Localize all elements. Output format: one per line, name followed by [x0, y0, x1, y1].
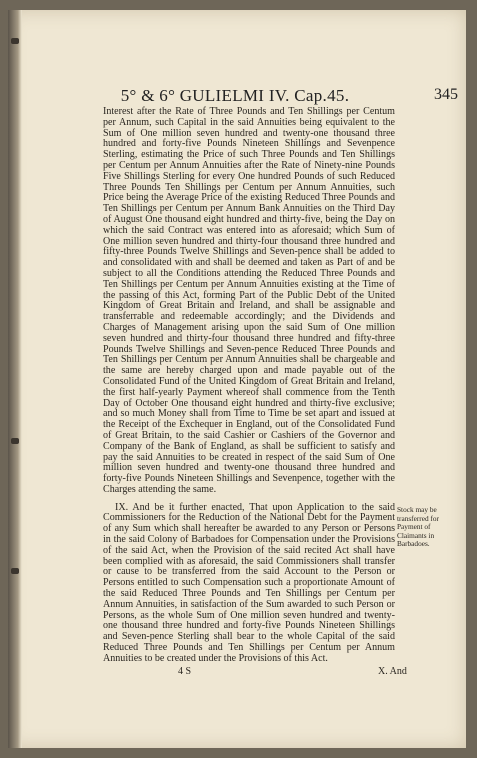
catchword: X. And [378, 666, 407, 677]
section-ix-paragraph: IX. And be it further enacted, That upon Application to the said Commissioners for the Reduction of the National Debt for the Payment of any Sum which shall hereafter be awarded to any Person or Persons in the said Colony of Barbadoes for Compensation under the Provisions of the said Act, when the Provision of the said recited Act shall have been complied with as aforesaid, the said Commissioners shall transfer or cause to be transferred from the said Account to the Person or Persons entitled to such Compensation such a proportionate Amount of the said Reduced Three Pounds and Ten Shillings per Centum per Annum Annuities, in satisfaction of the Sum awarded to such Person or Persons, as the whole Sum of One million seven hundred and twenty-one thousand three hundred and forty-five Pounds Nineteen Shillings and Seven-pence Sterling shall bear to the whole Capital of the said Reduced Three Pounds and Ten Shillings per Centum per Annum Annuities to be created under the Provisions of this Act. [103, 501, 395, 664]
binding-hole [11, 568, 19, 574]
marginal-note: Stock may be transferred for Payment of Claimants in Barbadoes. [397, 505, 439, 549]
running-title: 5° & 6° GULIELMI IV. Cap.45. [120, 86, 350, 105]
page-spine [8, 10, 22, 748]
statute-text [103, 107, 395, 665]
paragraph-continued: Interest after the Rate of Three Pounds and Ten Shillings per Centum per Annum, such Capital in the said Annuities being equivalent to the Sum of One million seven hundred and twenty-one thousand three hundred and forty-five Pounds Nineteen Shillings and Sevenpence Sterling, estimating the Price of such Three Pounds and Ten Shillings per Centum per Annum Annuities after the Rate of Ninety-nine Pounds Five Shillings Sterling for every One hundred Pounds of such Reduced Three Pounds Ten Shillings per Centum per Annum Annuities, such Price being the Average Price of the existing Reduced Three Pounds and Ten Shillings per Centum per Annum Bank Annuities on the Third Day of August One thousand eight hundred and thirty-five, being the Day on which the said Contract was entered into as aforesaid; which Sum of One million seven hundred and thirty-four thousand three hundred and fifty-three Pounds Twelve Shillings and Seven-pence shall be added to and consolidated with and shall be deemed and taken as Part of and be subject to all the Conditions attending the Reduced Three Pounds and Ten Shillings per Centum per Annum Annuities existing at the Time of the passing of this Act, forming Part of the Public Debt of the United Kingdom of Great Britain and Ireland, and shall be assignable and transferrable and redeemable accordingly; and the Dividends and Charges of Management arising upon the said Sum of One million seven hundred and thirty-four thousand three hundred and fifty-three Pounds Twelve Shillings and Seven-pence Reduced Three Pounds and Ten Shillings per Centum per Annum Annuities shall be chargeable and the same are hereby charged upon and made payable out of the Consolidated Fund of the United Kingdom of Great Britain and Ireland, the first half-yearly Payment whereof shall commence from the Tenth Day of October One thousand eight hundred and thirty-five exclusive; and so much Money shall from Time to Time be set apart and issued at the Receipt of the Exchequer in England, out of the Consolidated Fund of Great Britain, to the said Cashier or Cashiers of the Governor and Company of the Bank of England, as shall be sufficient to satisfy and pay the said Annuities to be created in respect of the said Sum of One million seven hundred and twenty-one thousand three hundred and forty-five Pounds Nineteen Shillings and Sevenpence, together with the Charges attending the same. [103, 106, 395, 495]
page-number: 345 [434, 86, 458, 103]
binding-hole [11, 38, 19, 44]
binding-hole [11, 438, 19, 444]
signature-mark: 4 S [178, 666, 192, 677]
